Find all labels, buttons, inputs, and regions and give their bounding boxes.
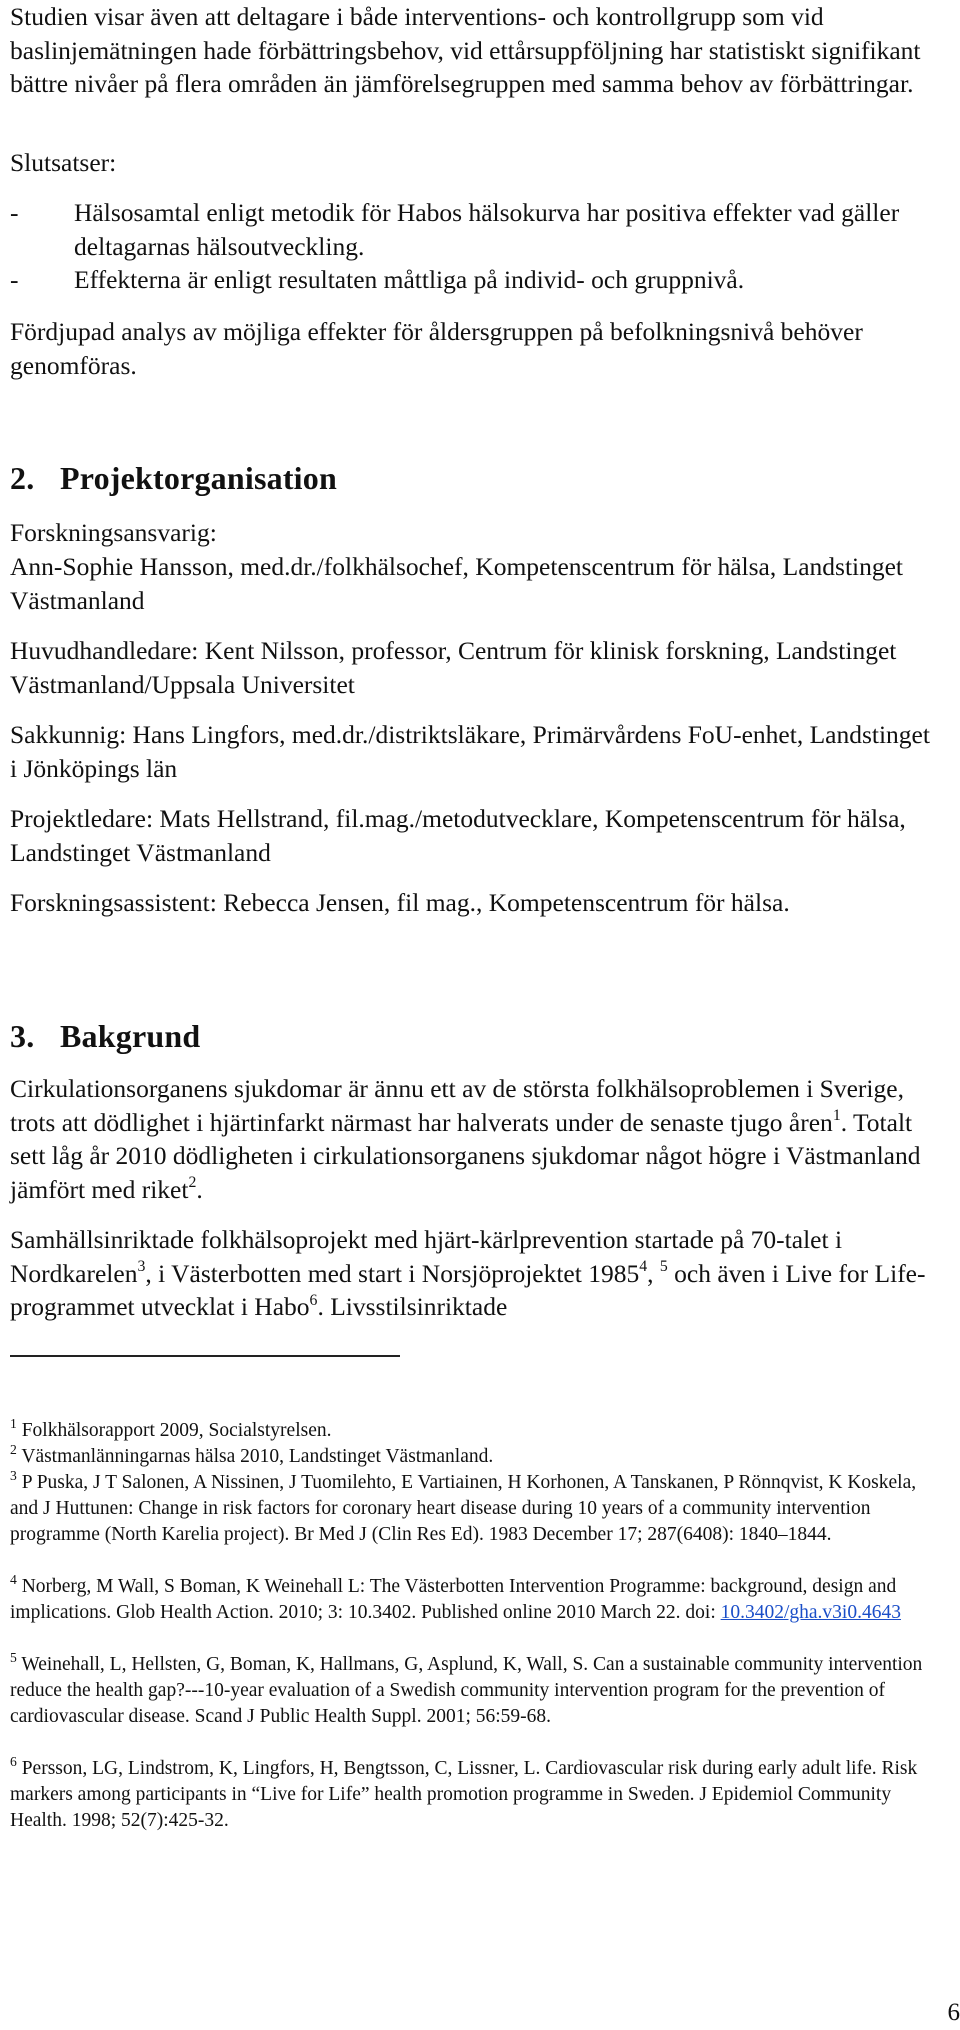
section-number: 2.: [10, 460, 35, 496]
conclusion-text: Hälsosamtal enligt metodik för Habos hälsokurva har positiva effekter vad gäller deltagarnas hälsoutveckling.: [74, 198, 900, 261]
section-title: Bakgrund: [60, 1018, 201, 1054]
conclusion-text: Effekterna är enligt resultaten måttliga på individ- och gruppnivå.: [74, 265, 745, 294]
dash-marker: -: [10, 198, 19, 227]
page-number: 6: [947, 1999, 960, 2026]
conclusions-label: Slutsatser:: [10, 148, 117, 177]
footnote-ref: 1: [832, 1107, 841, 1125]
footnote-ref: 5: [659, 1258, 668, 1276]
section-heading-projektorganisation: [10, 458, 940, 498]
footnote: $^4$ Norberg, M Wall, S Boman, K Weinehall L: The Västerbotten Intervention Programme: background, design and implications. Glob Health Action. 2010; 3: 10.3402. Published online 2010 March 22. doi: 10.3402/gha.v3i0.4643: [10, 1571, 901, 1623]
analysis-paragraph: Fördjupad analys av möjliga effekter för åldersgruppen på befolkningsnivå behöver genomföras.: [10, 317, 863, 380]
footnote-ref: 4: [639, 1258, 648, 1276]
org-entry: Huvudhandledare: Kent Nilsson, professor, Centrum för klinisk forskning, Landstinget Västmanland/Uppsala Universitet: [10, 636, 897, 699]
dash-marker: -: [10, 265, 19, 294]
section-title: Projektorganisation: [60, 460, 337, 496]
footnote: $^3$ P Puska, J T Salonen, A Nissinen, J Tuomilehto, E Vartiainen, H Korhonen, A Tanskanen, P Rönnqvist, K Koskela, and J Huttunen: Change in risk factors for coronary heart disease during 10 years of a community intervention programme (North Karelia project). Br Med J (Clin Res Ed). 1983 December 17; 287(6408): 1840–1844.: [10, 1467, 917, 1545]
org-entry: Ann-Sophie Hansson, med.dr./folkhälsochef, Kompetenscentrum för hälsa, Landstinget Västmanland: [10, 552, 904, 615]
footnote-ref: 6: [309, 1291, 318, 1309]
section-heading-bakgrund: [10, 1016, 940, 1056]
footnote: $^5$ Weinehall, L, Hellsten, G, Boman, K, Hallmans, G, Asplund, K, Wall, S. Can a sustainable community intervention reduce the health gap?---10-year evaluation of a Swedish community intervention program for the prevention of cardiovascular disease. Scand J Public Health Suppl. 2001; 56:59-68.: [10, 1649, 923, 1727]
org-entry: Forskningsassistent: Rebecca Jensen, fil mag., Kompetenscentrum för hälsa.: [10, 888, 790, 917]
footnote-ref: 2: [188, 1174, 197, 1192]
org-entry: Sakkunnig: Hans Lingfors, med.dr./distriktsläkare, Primärvårdens FoU-enhet, Landstinget i Jönköpings län: [10, 720, 930, 783]
conclusion-item: [10, 263, 940, 297]
footnote: $^6$ Persson, LG, Lindstrom, K, Lingfors, H, Bengtsson, C, Lissner, L. Cardiovascular risk during early adult life. Risk markers among participants in “Live for Life” health promotion programme in Sweden. J Epidemiol Community Health. 1998; 52(7):425-32.: [10, 1753, 918, 1831]
footnote: $^1$ Folkhälsorapport 2009, Socialstyrelsen.: [10, 1415, 332, 1441]
org-label: Forskningsansvarig:: [10, 518, 217, 547]
background-paragraph: Cirkulationsorganens sjukdomar är ännu ett av de största folkhälsoproblemen i Sverige, trots att dödlighet i hjärtinfarkt närmast har halverats under de senaste tjugo åren$^1$. Totalt sett låg år 2010 dödligheten i cirkulationsorganens sjukdomar något högre i Västmanland jämfört med riket$^2$.: [10, 1074, 921, 1204]
footnote-separator: [10, 1355, 400, 1357]
conclusion-item: [10, 196, 940, 263]
footnote: $^2$ Västmanlänningarnas hälsa 2010, Landstinget Västmanland.: [10, 1441, 494, 1467]
intro-paragraph: Studien visar även att deltagare i både interventions- och kontrollgrupp som vid baslinjemätningen hade förbättringsbehov, vid ettårsuppföljning har statistiskt signifikant bättre nivåer på flera områden än jämförelsegruppen med samma behov av förbättringar.: [10, 2, 921, 98]
section-number: 3.: [10, 1018, 35, 1054]
doi-link[interactable]: 10.3402/gha.v3i0.4643: [720, 1602, 901, 1623]
org-entry: Projektledare: Mats Hellstrand, fil.mag./metodutvecklare, Kompetenscentrum för hälsa, Landstinget Västmanland: [10, 804, 906, 867]
background-paragraph: Samhällsinriktade folkhälsoprojekt med hjärt-kärlprevention startade på 70-talet i Nordkarelen$^3$, i Västerbotten med start i Norsjöprojektet 1985$^4$, $^5$ och även i Live for Life-programmet utvecklat i Habo$^6$. Livsstilsinriktade: [10, 1225, 926, 1321]
footnote-ref: 3: [137, 1258, 146, 1276]
